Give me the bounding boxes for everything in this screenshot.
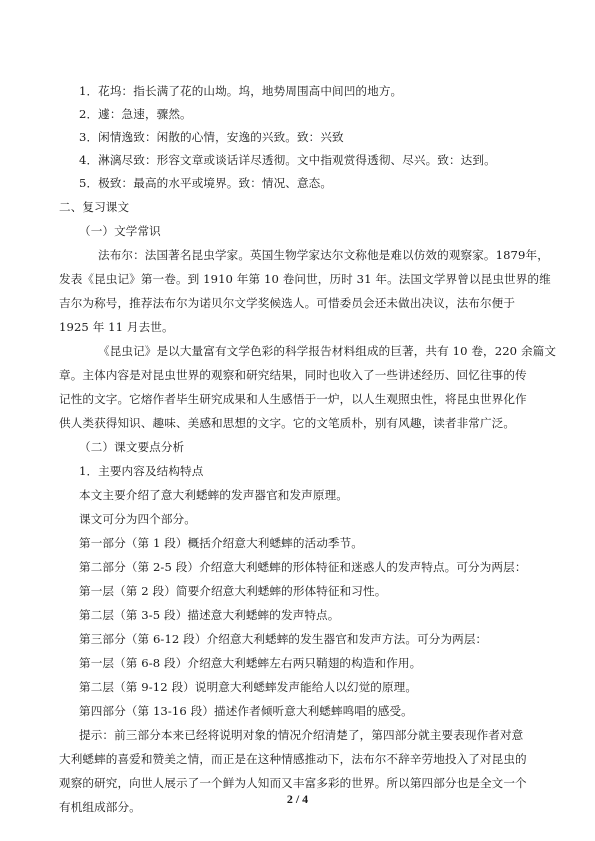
paragraph-line: 法布尔：法国著名昆虫学家。英国生物学家达尔文称他是难以仿效的观察家。1879年， (98, 248, 549, 262)
subsection-heading: （一）文学常识 (79, 224, 161, 238)
paragraph-line: 吉尔为称号，推荐法布尔为诺贝尔文学奖候选人。可惜委员会还未做出决议，法布尔便于 (59, 296, 516, 310)
point-heading: 1．主要内容及结构特点 (79, 464, 204, 478)
outline-line: 第二层（第 9-12 段）说明意大利蟋蟀发声能给人以幻觉的原理。 (79, 680, 418, 694)
note-line: 大利蟋蟀的喜爱和赞美之情，而正是在这种情感推动下，法布尔不辞辛劳地投入了对昆虫的 (59, 752, 527, 766)
outline-line: 第一层（第 6-8 段）介绍意大利蟋蟀左右两只鞘翅的构造和作用。 (79, 656, 422, 670)
vocab-item-4: 4．淋漓尽致：形容文章或谈话详尽透彻。文中指观赏得透彻、尽兴。致：达到。 (79, 153, 496, 167)
page-number: 2 / 4 (286, 792, 309, 806)
outline-line: 第二层（第 3-5 段）描述意大利蟋蟀的发声特点。 (79, 608, 340, 622)
paragraph-line: 供人类获得知识、趣味、美感和思想的文字。它的文笔质朴，别有风趣，读者非常广泛。 (59, 416, 516, 430)
vocab-item-2: 2．遽：急速，骤然。 (79, 107, 192, 121)
paragraph-line: 1925 年 11 月去世。 (59, 320, 174, 334)
paragraph-line: 发表《昆虫记》第一卷。到 1910 年第 10 卷问世，历时 31 年。法国文学界曾以昆虫世界的维 (59, 272, 551, 286)
note-line: 观察的研究，向世人展示了一个鲜为人知而又丰富多彩的世界。所以第四部分也是全文一个 (59, 776, 527, 790)
outline-line: 第二部分（第 2-5 段）介绍意大利蟋蟀的形体特征和迷惑人的发声特点。可分为两层： (79, 560, 527, 574)
note-line: 有机组成部分。 (59, 800, 141, 814)
paragraph-line: 本文主要介绍了意大利蟋蟀的发声器官和发声原理。 (79, 488, 348, 502)
outline-line: 第一层（第 2 段）简要介绍意大利蟋蟀的形体特征和习性。 (79, 584, 387, 598)
paragraph-line: 章。主体内容是对昆虫世界的观察和研究结果，同时也收入了一些讲述经历、回忆往事的传 (59, 368, 527, 382)
paragraph-line: 记性的文字。它熔作者毕生研究成果和人生感悟于一炉，以人生观照虫性，将昆虫世界化作 (59, 392, 527, 406)
paragraph-line: 《昆虫记》是以大量富有文学色彩的科学报告材料组成的巨著，共有 10 卷，220 余篇文 (98, 344, 557, 358)
subsection-heading: （二）课文要点分析 (79, 440, 185, 454)
outline-line: 第三部分（第 6-12 段）介绍意大利蟋蟀的发生器官和发声方法。可分为两层： (79, 632, 488, 646)
outline-line: 第一部分（第 1 段）概括介绍意大利蟋蟀的活动季节。 (79, 536, 364, 550)
vocab-item-5: 5．极致：最高的水平或境界。致：情况、意态。 (79, 176, 333, 190)
vocab-item-3: 3．闲情逸致：闲散的心情，安逸的兴致。致：兴致 (79, 130, 344, 144)
section-heading: 二、复习课文 (59, 200, 130, 214)
outline-line: 第四部分（第 13-16 段）描述作者倾听意大利蟋蟀鸣唱的感受。 (79, 704, 413, 718)
paragraph-line: 课文可分为四个部分。 (79, 512, 196, 526)
vocab-item-1: 1．花坞：指长满了花的山坳。坞，地势周围高中间凹的地方。 (79, 84, 403, 98)
note-line: 提示：前三部分本来已经将说明对象的情况介绍清楚了，第四部分就主要表现作者对意 (79, 728, 524, 742)
